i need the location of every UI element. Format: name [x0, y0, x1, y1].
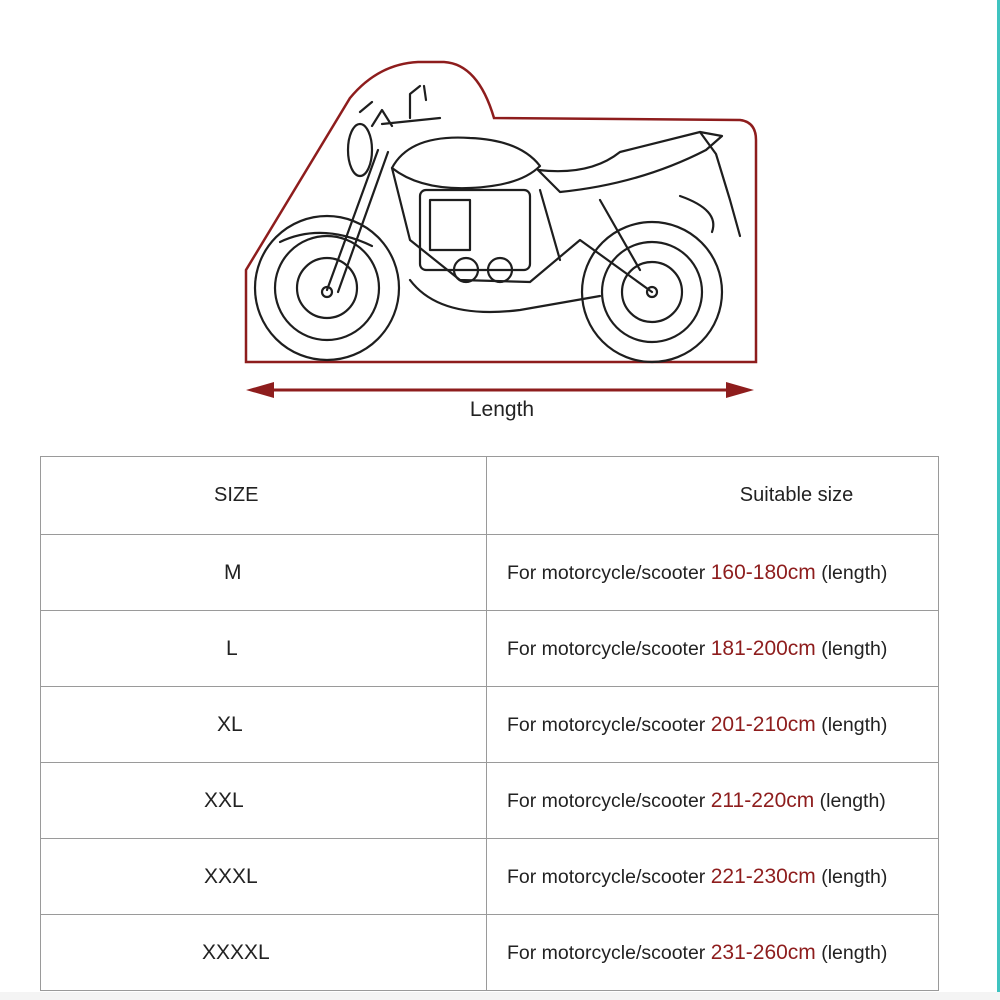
length-arrow: [246, 382, 754, 398]
size-cell: XXL: [41, 763, 487, 839]
suitable-cell: For motorcycle/scooter 160-180cm (length): [487, 535, 939, 611]
table-header-row: [41, 457, 939, 535]
suitable-cell: For motorcycle/scooter 221-230cm (length): [487, 839, 939, 915]
table-row: [41, 611, 939, 687]
size-cell: L: [41, 611, 487, 687]
header-suitable-size: Suitable size: [487, 457, 939, 535]
length-range: 211-220cm: [710, 788, 815, 812]
table-row: [41, 763, 939, 839]
suitable-cell: For motorcycle/scooter 211-220cm (length): [487, 763, 939, 839]
length-range: 181-200cm: [710, 636, 816, 660]
suitable-cell: For motorcycle/scooter 231-260cm (length): [487, 915, 939, 991]
table-row: [41, 839, 939, 915]
header-size: SIZE: [41, 457, 487, 535]
size-cell: XL: [41, 687, 487, 763]
motorcycle-cover-diagram: [0, 0, 1000, 440]
length-range: 221-230cm: [710, 864, 816, 888]
length-range: 201-210cm: [710, 712, 816, 736]
bottom-strip: [0, 992, 1000, 1000]
length-range: 231-260cm: [710, 940, 816, 964]
suitable-cell: For motorcycle/scooter 181-200cm (length): [487, 611, 939, 687]
length-label: Length: [469, 398, 535, 421]
size-cell: M: [41, 535, 487, 611]
length-range: 160-180cm: [710, 560, 816, 584]
size-cell: XXXXL: [41, 915, 487, 991]
motorcycle-icon: [255, 86, 740, 362]
size-chart-table: [40, 456, 939, 991]
table-row: [41, 687, 939, 763]
size-cell: XXXL: [41, 839, 487, 915]
table-row: [41, 535, 939, 611]
suitable-cell: For motorcycle/scooter 201-210cm (length): [487, 687, 939, 763]
table-row: [41, 915, 939, 991]
